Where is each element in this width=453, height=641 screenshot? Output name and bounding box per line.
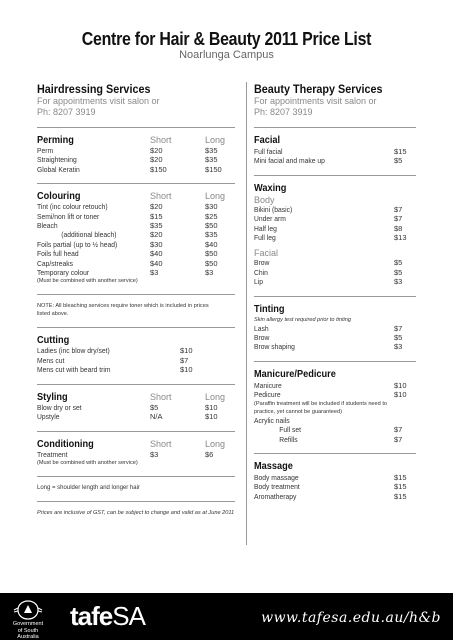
price-long: $35	[205, 155, 218, 165]
column-heading-long: Long	[205, 191, 226, 202]
service-name: Mens cut with beard trim	[37, 365, 111, 375]
price: $15	[394, 147, 407, 156]
price-row	[37, 202, 235, 211]
price-row	[254, 224, 416, 233]
price-short: $40	[150, 249, 163, 259]
section-heading: Conditioning	[37, 438, 94, 450]
price: $7	[394, 425, 403, 435]
price-short: $20	[150, 230, 163, 240]
appointment-line: For appointments visit salon or	[37, 96, 160, 106]
service-name: Brow	[254, 258, 270, 268]
manicure-section	[254, 369, 416, 444]
styling-section	[37, 392, 235, 422]
paraffin-note: (Paraffin treatment will be included if students need to	[254, 400, 387, 407]
price-validity-note: Prices are inclusive of GST, can be subject to change and valid as at June 2011	[37, 509, 235, 516]
price-short: $150	[150, 164, 167, 174]
beauty-column	[254, 82, 416, 501]
divider	[37, 327, 235, 328]
price-row	[254, 342, 416, 351]
service-name: Mens cut	[37, 355, 65, 365]
phone-line: Ph: 8207 3919	[37, 107, 96, 117]
price-row	[254, 258, 416, 267]
price: $15	[394, 472, 407, 482]
divider	[37, 501, 235, 502]
price-long: $10	[205, 402, 218, 412]
phone-line: Ph: 8207 3919	[254, 107, 313, 117]
price: $13	[394, 233, 407, 243]
price-long: $35	[205, 146, 218, 155]
service-name: Global Keratin	[37, 164, 80, 174]
service-name: Straightening	[37, 155, 77, 165]
service-name: Refills	[279, 434, 298, 444]
price-long: $10	[205, 412, 218, 422]
price-row	[254, 277, 416, 286]
waxing-section	[254, 183, 416, 287]
price-short: $20	[150, 146, 163, 155]
service-name: Lip	[254, 277, 264, 287]
service-name: Half leg	[254, 223, 277, 233]
price-short: $35	[150, 221, 163, 231]
service-name: Tint (inc colour retouch)	[37, 202, 108, 212]
divider	[254, 175, 416, 176]
price: $15	[394, 491, 407, 501]
price-row	[37, 155, 235, 164]
service-name: Mini facial and make up	[254, 156, 325, 166]
price-row	[254, 473, 416, 482]
price-row	[254, 381, 416, 390]
service-name: Treatment	[37, 449, 68, 459]
page-title: Centre for Hair & Beauty 2011 Price List	[81, 28, 372, 49]
column-heading-short: Short	[150, 135, 172, 145]
price-row	[254, 435, 416, 444]
service-name: Semi/non lift or toner	[37, 211, 100, 221]
price-long: $40	[205, 239, 218, 249]
price: $5	[394, 156, 403, 166]
column-heading-short: Short	[150, 391, 172, 402]
price-row	[37, 268, 235, 277]
price: $7	[394, 214, 403, 224]
service-name: Temporary colour	[37, 268, 90, 278]
tinting-section	[254, 304, 416, 352]
price-row	[37, 230, 235, 239]
price-row	[254, 425, 416, 434]
bleach-note-cont: listed above.	[37, 311, 69, 318]
divider	[254, 361, 416, 362]
section-heading: Cutting	[37, 335, 70, 347]
divider	[37, 183, 235, 184]
section-heading: Facial	[254, 135, 281, 146]
service-name: Aromatherapy	[254, 491, 297, 501]
section-heading: Tinting	[254, 303, 285, 315]
price-row	[254, 333, 416, 342]
price-row	[37, 259, 235, 268]
price-row	[37, 146, 235, 155]
price-short: $3	[150, 449, 159, 459]
price-row	[254, 492, 416, 501]
service-name: Brow shaping	[254, 342, 295, 352]
divider	[254, 453, 416, 454]
price-short: $20	[150, 155, 163, 165]
price: $10	[394, 390, 407, 400]
price-row	[37, 403, 235, 412]
price-row	[254, 205, 416, 214]
price-row	[37, 240, 235, 249]
service-name: Acrylic nails	[254, 415, 290, 425]
perming-section	[37, 135, 235, 174]
service-name: Pedicure	[254, 390, 281, 400]
divider	[37, 127, 235, 128]
facial-section	[254, 135, 416, 166]
allergy-note: Skin allergy test required prior to tinting	[254, 316, 352, 323]
subsection-heading: Facial	[254, 248, 279, 259]
page-subtitle: Noarlunga Campus	[179, 49, 274, 61]
price: $3	[394, 342, 403, 352]
service-name: Body massage	[254, 472, 299, 482]
price: $8	[394, 223, 403, 233]
government-label: Government of South Australia	[12, 621, 44, 640]
service-name: Full facial	[254, 147, 283, 156]
column-heading-short: Short	[150, 191, 172, 202]
price: $7	[180, 355, 189, 365]
price: $5	[394, 333, 403, 343]
service-name: Full set	[279, 425, 301, 435]
price-row	[37, 221, 235, 230]
service-name: Upstyle	[37, 412, 60, 422]
price-row	[37, 346, 235, 355]
price-row	[37, 212, 235, 221]
divider	[254, 296, 416, 297]
price: $7	[394, 323, 403, 333]
acrylic-label-row	[254, 416, 416, 425]
service-name: Brow	[254, 333, 270, 343]
price-long: $30	[205, 202, 218, 212]
price: $5	[394, 267, 403, 277]
price: $10	[180, 346, 193, 356]
subsection-heading: Body	[254, 194, 275, 205]
price-row	[254, 390, 416, 399]
price-short: $20	[150, 202, 163, 212]
price-long: $50	[205, 258, 218, 268]
column-heading-long: Long	[205, 438, 226, 449]
price: $15	[394, 482, 407, 492]
service-name: Under arm	[254, 214, 286, 224]
price-short: $15	[150, 211, 163, 221]
price-row	[37, 412, 235, 421]
price-short: $3	[150, 268, 159, 278]
price-short: $40	[150, 258, 163, 268]
service-name: Foils partial (up to ½ head)	[37, 239, 118, 249]
section-heading: Manicure/Pedicure	[254, 368, 336, 380]
price-long: $25	[205, 211, 218, 221]
price-row	[254, 482, 416, 491]
column-heading-short: Short	[150, 438, 172, 449]
price-long: $35	[205, 230, 218, 240]
price-long: $3	[205, 268, 214, 278]
price-long: $6	[205, 449, 214, 459]
appointment-line: For appointments visit salon or	[254, 96, 377, 106]
service-name: Cap/streaks	[37, 258, 74, 268]
colouring-section	[37, 191, 235, 285]
divider	[37, 294, 235, 295]
service-name: Blow dry or set	[37, 402, 82, 412]
service-name: (additional bleach)	[61, 230, 117, 240]
divider	[37, 384, 235, 385]
service-name: Manicure	[254, 380, 282, 390]
service-name: Bikini (basic)	[254, 204, 293, 214]
government-crest-icon	[12, 599, 44, 621]
section-heading: Waxing	[254, 182, 287, 194]
price-row	[37, 365, 235, 374]
paraffin-note-cont: practice, yet cannot be guaranteed)	[254, 408, 343, 415]
price-row	[254, 233, 416, 242]
price-row	[254, 324, 416, 333]
price-row	[37, 356, 235, 365]
service-name: Full leg	[254, 233, 276, 243]
cutting-section	[37, 335, 235, 374]
hairdressing-title: Hairdressing Services	[37, 82, 151, 96]
price: $10	[394, 380, 407, 390]
price: $3	[394, 277, 403, 287]
service-name: Lash	[254, 323, 269, 333]
price-row	[37, 165, 235, 174]
bleach-note: NOTE: All bleaching services require toner which is included in prices	[37, 303, 209, 310]
service-name: Bleach	[37, 221, 58, 231]
divider	[37, 476, 235, 477]
column-heading-long: Long	[205, 135, 226, 145]
price-short: $30	[150, 239, 163, 249]
hairdressing-column	[37, 82, 235, 517]
price-row	[37, 450, 235, 459]
price-long: $150	[205, 164, 222, 174]
beauty-title: Beauty Therapy Services	[254, 82, 383, 96]
website-link[interactable]: www.tafesa.edu.au/h&b	[261, 610, 441, 626]
price-row	[254, 214, 416, 223]
price: $10	[180, 365, 193, 375]
divider	[37, 431, 235, 432]
price-row	[254, 268, 416, 277]
price-row	[254, 147, 416, 156]
section-heading: Perming	[37, 135, 74, 146]
price: $7	[394, 204, 403, 214]
section-heading: Styling	[37, 391, 68, 403]
price: $7	[394, 434, 403, 444]
service-name: Foils full head	[37, 249, 79, 259]
conditioning-section	[37, 439, 235, 467]
service-note: (Must be combined with another service)	[37, 459, 138, 466]
service-note: (Must be combined with another service)	[37, 278, 138, 285]
price-long: $50	[205, 221, 218, 231]
price-row	[37, 249, 235, 258]
footer-bar	[0, 593, 453, 640]
price-long: $50	[205, 249, 218, 259]
section-heading: Massage	[254, 460, 293, 472]
long-definition-note: Long = shoulder length and longer hair	[37, 484, 140, 491]
service-name: Perm	[37, 146, 54, 155]
divider	[254, 127, 416, 128]
service-name: Body treatment	[254, 482, 300, 492]
price-short: N/A	[150, 412, 163, 422]
price: $5	[394, 258, 403, 268]
column-heading-long: Long	[205, 391, 226, 402]
service-name: Ladies (inc blow dry/set)	[37, 346, 110, 356]
section-heading: Colouring	[37, 191, 81, 203]
price-row	[254, 156, 416, 165]
massage-section	[254, 461, 416, 501]
service-name: Chin	[254, 267, 268, 277]
tafesa-logo: tafeSA	[70, 601, 145, 631]
price-short: $5	[150, 402, 159, 412]
